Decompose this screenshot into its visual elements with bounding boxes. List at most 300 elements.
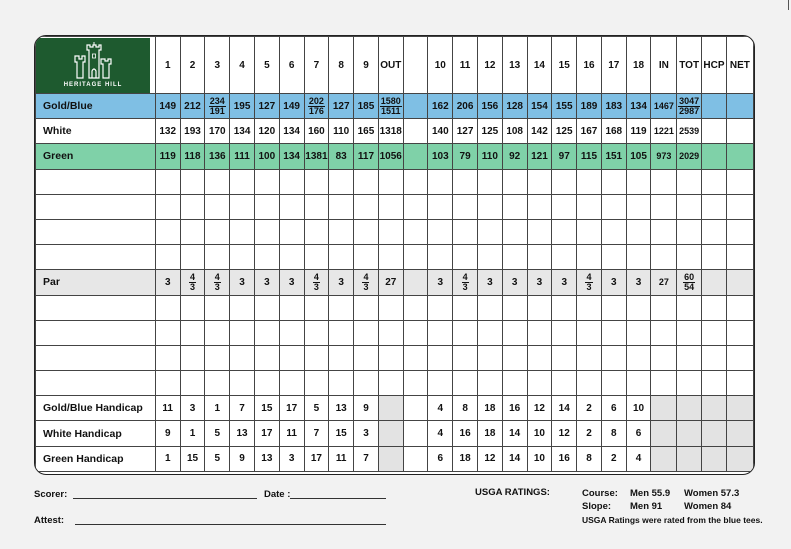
score-cell[interactable] [180,320,205,345]
score-cell: 92 [502,144,527,169]
score-cell[interactable] [552,320,577,345]
score-cell[interactable] [279,320,304,345]
hcp-cell[interactable] [702,245,727,270]
score-cell[interactable] [626,371,651,396]
score-cell[interactable] [230,245,255,270]
score-cell[interactable] [205,345,230,370]
score-cell[interactable] [180,345,205,370]
score-cell[interactable] [577,345,602,370]
score-cell[interactable] [329,219,354,244]
score-cell[interactable] [304,295,329,320]
score-cell[interactable] [230,219,255,244]
slope-women: Women 84 [684,501,732,512]
score-cell[interactable] [601,194,626,219]
score-cell: $\frac{4}{3}$ [577,270,602,295]
header-row [36,37,754,94]
score-cell[interactable] [577,169,602,194]
score-cell[interactable] [626,245,651,270]
row-green [36,144,754,169]
score-cell: 4 [626,446,651,471]
score-cell: 3 [601,270,626,295]
score-cell: 5 [205,421,230,446]
score-cell[interactable] [254,169,279,194]
tot-cell[interactable] [677,371,702,396]
score-cell[interactable] [453,245,478,270]
out-cell [378,219,403,244]
score-cell[interactable] [453,219,478,244]
hole-header-10: 10 [428,37,453,94]
scorecard-table [35,36,754,472]
row-label: Par [36,270,156,295]
net-cell [726,396,753,421]
spacer-cell [403,396,428,421]
out-cell [378,421,403,446]
hcp-cell[interactable] [702,371,727,396]
score-cell[interactable] [453,194,478,219]
score-cell[interactable] [230,345,255,370]
score-cell[interactable] [155,245,180,270]
tot-cell: $\frac{60}{54}$ [677,270,702,295]
score-cell[interactable] [230,320,255,345]
score-cell: 2 [601,446,626,471]
hcp-cell[interactable] [702,320,727,345]
score-cell[interactable] [254,219,279,244]
score-cell: 185 [354,94,379,119]
score-cell[interactable] [626,169,651,194]
hole-header-12: 12 [477,37,502,94]
score-cell[interactable] [502,169,527,194]
net-cell[interactable] [726,194,753,219]
score-cell: 7 [230,396,255,421]
score-cell: 3 [230,270,255,295]
score-cell[interactable] [577,219,602,244]
out-cell: 1056 [378,144,403,169]
score-cell: 183 [601,94,626,119]
score-cell[interactable] [601,371,626,396]
score-cell: 12 [477,446,502,471]
row-label: Green [36,144,156,169]
score-cell[interactable] [205,219,230,244]
score-cell: 10 [527,421,552,446]
score-cell[interactable] [304,371,329,396]
score-cell[interactable] [477,194,502,219]
score-cell[interactable] [552,371,577,396]
score-cell[interactable] [354,295,379,320]
score-cell[interactable] [155,320,180,345]
score-cell[interactable] [477,245,502,270]
out-cell: 27 [378,270,403,295]
usga-ratings-heading: USGA RATINGS: [475,487,550,498]
score-cell[interactable] [453,320,478,345]
score-cell[interactable] [230,194,255,219]
score-cell[interactable] [180,169,205,194]
score-cell: 125 [477,119,502,144]
in-cell[interactable] [651,320,677,345]
score-cell[interactable] [254,371,279,396]
row-label [36,371,156,396]
score-cell[interactable] [502,345,527,370]
score-cell: 1381 [304,144,329,169]
row-label [36,194,156,219]
score-cell[interactable] [552,194,577,219]
score-cell[interactable] [527,371,552,396]
score-cell: 155 [552,94,577,119]
hcp-cell[interactable] [702,295,727,320]
scorecard [34,35,755,475]
score-cell: 1 [155,446,180,471]
score-cell: 134 [626,94,651,119]
row-label [36,169,156,194]
score-cell[interactable] [601,169,626,194]
out-cell [378,345,403,370]
score-cell[interactable] [477,169,502,194]
score-cell[interactable] [329,345,354,370]
score-cell[interactable] [205,169,230,194]
tot-cell[interactable] [677,295,702,320]
score-cell[interactable] [304,345,329,370]
tot-cell[interactable] [677,320,702,345]
score-cell[interactable] [279,345,304,370]
score-cell[interactable] [354,245,379,270]
tot-cell[interactable] [677,245,702,270]
slope-men: Men 91 [630,501,663,512]
score-cell[interactable] [304,320,329,345]
hcp-cell [702,421,727,446]
score-cell[interactable] [477,320,502,345]
score-cell[interactable] [354,345,379,370]
score-cell[interactable] [354,320,379,345]
score-cell: 120 [254,119,279,144]
score-cell[interactable] [577,320,602,345]
score-cell[interactable] [279,371,304,396]
hole-header-1: 1 [155,37,180,94]
hole-header-13: 13 [502,37,527,94]
score-cell[interactable] [180,295,205,320]
score-cell[interactable] [502,295,527,320]
score-cell[interactable] [453,345,478,370]
score-cell[interactable] [155,345,180,370]
attest-field[interactable] [75,524,386,525]
score-cell[interactable] [502,245,527,270]
score-cell[interactable] [527,194,552,219]
score-cell: 15 [180,446,205,471]
score-cell[interactable] [577,295,602,320]
score-cell[interactable] [354,169,379,194]
score-cell[interactable] [230,295,255,320]
score-cell: 14 [552,396,577,421]
score-cell[interactable] [552,295,577,320]
net-cell [726,144,753,169]
hole-header-2: 2 [180,37,205,94]
score-cell[interactable] [254,345,279,370]
score-cell[interactable] [155,194,180,219]
score-cell: 9 [354,396,379,421]
score-cell: 2 [577,421,602,446]
score-cell: 121 [527,144,552,169]
score-cell: 16 [552,446,577,471]
score-cell[interactable] [329,371,354,396]
in-cell: 27 [651,270,677,295]
score-cell[interactable] [329,245,354,270]
hcp-cell [702,270,727,295]
score-cell[interactable] [428,345,453,370]
score-cell[interactable] [502,219,527,244]
course-women: Women 57.3 [684,488,740,499]
logo-cell [36,37,156,94]
score-cell: 119 [155,144,180,169]
score-cell[interactable] [453,295,478,320]
score-cell[interactable] [601,295,626,320]
tot-cell[interactable] [677,345,702,370]
tot-cell: $\frac{3047}{2987}$ [677,94,702,119]
score-cell: 111 [230,144,255,169]
net-cell[interactable] [726,295,753,320]
score-cell[interactable] [230,371,255,396]
score-cell: 142 [527,119,552,144]
out-header: OUT [378,37,403,94]
in-cell [651,396,677,421]
score-cell[interactable] [304,169,329,194]
score-cell[interactable] [626,295,651,320]
score-cell: 8 [577,446,602,471]
score-cell[interactable] [428,194,453,219]
score-cell[interactable] [205,320,230,345]
score-cell[interactable] [577,194,602,219]
score-cell[interactable] [477,219,502,244]
score-cell[interactable] [205,295,230,320]
score-cell[interactable] [254,295,279,320]
hcp-cell[interactable] [702,345,727,370]
net-cell [726,421,753,446]
spacer-cell [403,169,428,194]
score-cell[interactable] [527,295,552,320]
score-cell: 100 [254,144,279,169]
score-cell[interactable] [329,320,354,345]
score-cell: 134 [230,119,255,144]
tot-cell[interactable] [677,219,702,244]
score-cell[interactable] [428,371,453,396]
net-cell[interactable] [726,371,753,396]
score-cell[interactable] [279,169,304,194]
score-cell: 14 [502,421,527,446]
score-cell[interactable] [477,371,502,396]
in-cell[interactable] [651,345,677,370]
score-cell[interactable] [601,345,626,370]
tot-header: TOT [677,37,702,94]
score-cell[interactable] [304,245,329,270]
score-cell[interactable] [329,169,354,194]
out-cell [378,371,403,396]
score-cell[interactable] [354,371,379,396]
score-cell: 127 [254,94,279,119]
score-cell: $\frac{4}{3}$ [180,270,205,295]
score-cell: 3 [502,270,527,295]
out-cell [378,295,403,320]
score-cell: 128 [502,94,527,119]
score-cell[interactable] [230,169,255,194]
score-cell[interactable] [254,245,279,270]
net-cell[interactable] [726,245,753,270]
score-cell: 212 [180,94,205,119]
score-cell[interactable] [180,194,205,219]
score-row [36,345,754,370]
score-cell[interactable] [155,295,180,320]
score-cell[interactable] [428,295,453,320]
score-cell[interactable] [304,219,329,244]
score-cell[interactable] [477,295,502,320]
score-cell: 7 [354,446,379,471]
score-cell[interactable] [601,219,626,244]
score-cell: 5 [304,396,329,421]
in-cell: 1221 [651,119,677,144]
out-cell [378,446,403,471]
score-cell[interactable] [626,320,651,345]
score-cell: 9 [155,421,180,446]
score-cell[interactable] [453,371,478,396]
score-cell[interactable] [552,245,577,270]
score-cell[interactable] [502,194,527,219]
net-cell [726,446,753,471]
score-cell[interactable] [552,219,577,244]
score-cell[interactable] [601,245,626,270]
score-cell[interactable] [279,194,304,219]
spacer-cell [403,245,428,270]
hole-header-17: 17 [601,37,626,94]
score-cell: 6 [601,396,626,421]
score-cell[interactable] [552,345,577,370]
net-cell[interactable] [726,169,753,194]
score-cell[interactable] [428,219,453,244]
score-cell: 127 [329,94,354,119]
score-cell[interactable] [155,219,180,244]
spacer-cell [403,270,428,295]
score-cell[interactable] [155,371,180,396]
score-cell[interactable] [180,219,205,244]
score-cell[interactable] [354,194,379,219]
score-cell[interactable] [552,169,577,194]
score-cell[interactable] [254,320,279,345]
score-cell[interactable] [354,219,379,244]
in-cell[interactable] [651,371,677,396]
net-cell[interactable] [726,345,753,370]
score-cell[interactable] [527,345,552,370]
score-cell[interactable] [527,219,552,244]
score-cell[interactable] [180,245,205,270]
score-cell[interactable] [601,320,626,345]
spacer-cell [403,421,428,446]
row-white [36,119,754,144]
score-cell[interactable] [180,371,205,396]
score-cell[interactable] [428,169,453,194]
tot-cell[interactable] [677,194,702,219]
score-cell: 156 [477,94,502,119]
score-cell: 189 [577,94,602,119]
score-cell[interactable] [626,345,651,370]
score-cell[interactable] [279,295,304,320]
spacer-cell [403,371,428,396]
row-green-handicap [36,446,754,471]
score-cell[interactable] [527,320,552,345]
score-cell[interactable] [577,245,602,270]
tot-cell: 2539 [677,119,702,144]
score-cell: 7 [304,421,329,446]
score-cell[interactable] [205,194,230,219]
score-cell: 14 [502,446,527,471]
score-cell: 3 [626,270,651,295]
score-cell: 10 [527,446,552,471]
tot-cell [677,421,702,446]
hcp-cell[interactable] [702,194,727,219]
score-cell: 3 [477,270,502,295]
hole-header-14: 14 [527,37,552,94]
score-cell: 118 [180,144,205,169]
score-cell[interactable] [502,371,527,396]
tot-cell[interactable] [677,169,702,194]
score-cell[interactable] [304,194,329,219]
score-cell[interactable] [577,371,602,396]
score-cell: $\frac{4}{3}$ [453,270,478,295]
score-cell[interactable] [329,194,354,219]
net-cell[interactable] [726,219,753,244]
score-cell[interactable] [279,245,304,270]
in-cell[interactable] [651,194,677,219]
score-cell[interactable] [205,245,230,270]
score-cell[interactable] [527,245,552,270]
in-cell[interactable] [651,219,677,244]
score-cell: 151 [601,144,626,169]
date-field[interactable] [290,498,386,499]
score-cell[interactable] [428,320,453,345]
score-cell: 110 [329,119,354,144]
score-cell[interactable] [329,295,354,320]
attest-label: Attest: [34,515,65,526]
in-cell[interactable] [651,245,677,270]
score-cell[interactable] [626,219,651,244]
score-cell: 11 [279,421,304,446]
hole-header-18: 18 [626,37,651,94]
score-cell: 127 [453,119,478,144]
score-cell[interactable] [254,194,279,219]
net-cell [726,119,753,144]
score-cell[interactable] [155,169,180,194]
score-cell[interactable] [477,345,502,370]
in-cell[interactable] [651,295,677,320]
score-cell[interactable] [527,169,552,194]
scorer-field[interactable] [73,498,257,499]
row-gold-blue [36,94,754,119]
tot-cell [677,446,702,471]
score-cell[interactable] [453,169,478,194]
score-cell[interactable] [279,219,304,244]
in-cell[interactable] [651,169,677,194]
score-cell: 4 [428,396,453,421]
hcp-cell[interactable] [702,219,727,244]
score-cell[interactable] [502,320,527,345]
score-cell: 17 [254,421,279,446]
hole-header-4: 4 [230,37,255,94]
date-label: Date : [264,489,291,500]
score-cell[interactable] [626,194,651,219]
score-cell[interactable] [428,245,453,270]
score-cell[interactable] [205,371,230,396]
score-row [36,194,754,219]
net-cell[interactable] [726,320,753,345]
hcp-cell[interactable] [702,169,727,194]
score-cell: 195 [230,94,255,119]
score-cell: 119 [626,119,651,144]
course-men: Men 55.9 [630,488,671,499]
score-cell: 3 [180,396,205,421]
